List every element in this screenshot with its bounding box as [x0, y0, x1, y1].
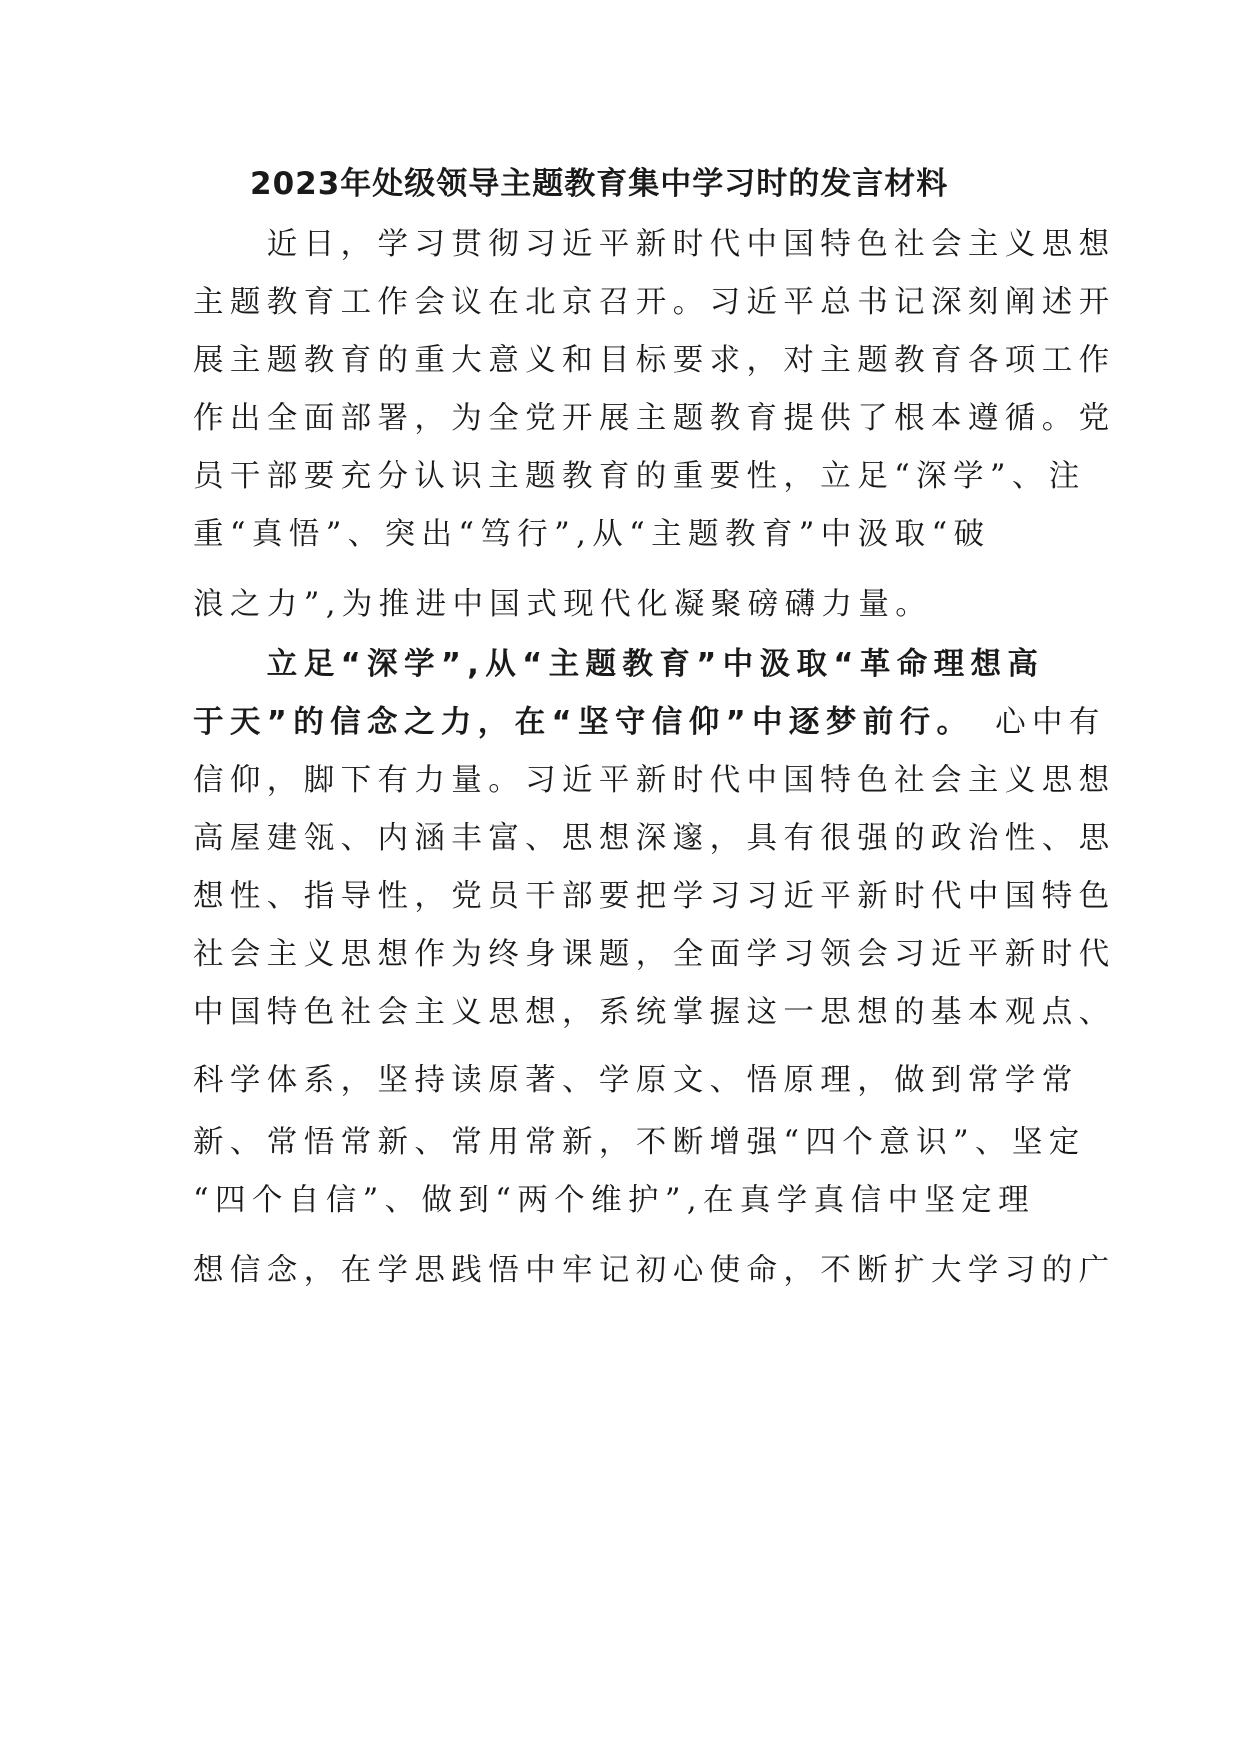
paragraph-line: 信仰，脚下有力量。习近平新时代中国特色社会主义思想 — [193, 763, 1116, 798]
paragraph-line: 主题教育工作会议在北京召开。习近平总书记深刻阐述开 — [193, 285, 1116, 320]
paragraph-line: 作出全面部署，为全党开展主题教育提供了根本遵循。党 — [193, 401, 1116, 436]
paragraph-line: 员干部要充分认识主题教育的重要性，立足“深学”、注 — [193, 459, 1086, 494]
paragraph-segment: 心中有 — [958, 705, 1106, 740]
document-title: 2023年处级领导主题教育集中学习时的发言材料 — [250, 166, 949, 202]
paragraph-line: 高屋建瓴、内涵丰富、思想深邃，具有很强的政治性、思 — [193, 821, 1116, 856]
paragraph-line: 想信念，在学思践悟中牢记初心使命，不断扩大学习的广 — [193, 1253, 1116, 1288]
paragraph-line: 新、常悟常新、常用常新，不断增强“四个意识”、坚定 — [193, 1125, 1086, 1160]
paragraph-line: 重“真悟”、突出“笃行”,从“主题教育”中汲取“破 — [193, 517, 991, 552]
paragraph-line: 浪之力”,为推进中国式现代化凝聚磅礴力量。 — [193, 587, 933, 622]
paragraph-line: 社会主义思想作为终身课题，全面学习领会习近平新时代 — [193, 937, 1116, 972]
mixed-line — [193, 697, 1106, 741]
paragraph-line: 中国特色社会主义思想，系统掌握这一思想的基本观点、 — [193, 995, 1116, 1030]
paragraph-line: 近日，学习贯彻习近平新时代中国特色社会主义思想 — [193, 227, 1116, 262]
paragraph-line: 展主题教育的重大意义和目标要求，对主题教育各项工作 — [193, 343, 1116, 378]
paragraph-line: “四个自信”、做到“两个维护”,在真学真信中坚定理 — [193, 1183, 1036, 1218]
paragraph-line: 想性、指导性，党员干部要把学习习近平新时代中国特色 — [193, 879, 1116, 914]
bold-heading-line: 立足“深学”,从“主题教育”中汲取“革命理想高 — [193, 647, 1045, 682]
paragraph-line: 科学体系，坚持读原著、学原文、悟原理，做到常学常 — [193, 1063, 1079, 1098]
bold-heading-segment: 于天”的信念之力，在“坚守信仰”中逐梦前行。 — [193, 705, 959, 740]
